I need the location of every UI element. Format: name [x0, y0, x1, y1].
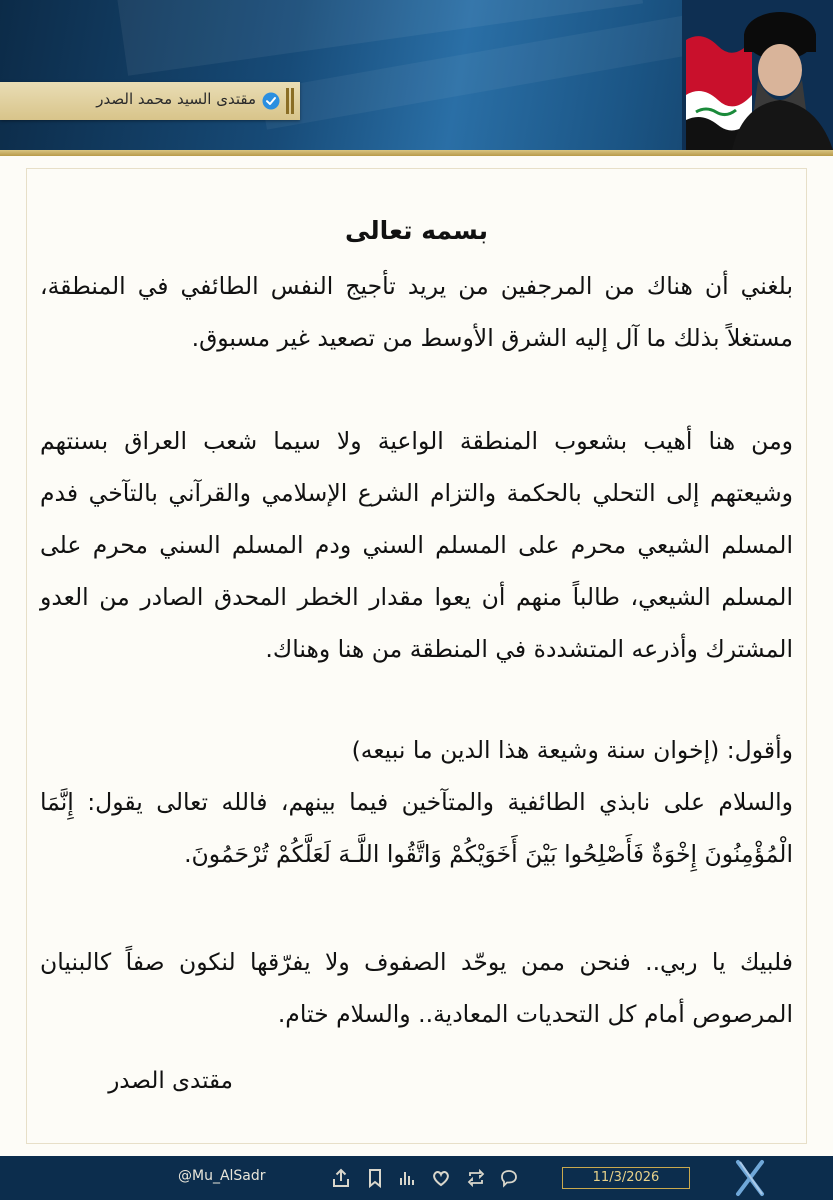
- statement-paragraph: وأقول: (إخوان سنة وشيعة هذا الدين ما نبيعه): [351, 736, 793, 764]
- like-icon[interactable]: [430, 1167, 452, 1189]
- statement-paragraph: والسلام على نابذي الطائفية والمتآخين فيما بينهم، فالله تعالى يقول: إِنَّمَا الْمُؤْمِنُونَ إِخْوَةٌ فَأَصْلِحُوا بَيْنَ أَخَوَيْكُمْ وَاتَّقُوا اللَّـهَ لَعَلَّكُمْ تُرْحَمُونَ.: [40, 788, 793, 868]
- portrait-with-flag: [682, 0, 833, 150]
- views-icon[interactable]: [396, 1167, 418, 1189]
- account-handle[interactable]: @Mu_AlSadr: [178, 1168, 266, 1184]
- post-date: 11/3/2026: [562, 1167, 690, 1189]
- share-icon[interactable]: [330, 1167, 352, 1189]
- signature: مقتدى الصدر: [108, 1068, 233, 1094]
- footer-bar: [0, 1156, 833, 1200]
- statement-paragraph: فلبيك يا ربي.. فنحن ممن يوحّد الصفوف ولا يفرّقها لنكون صفاً كالبنيان المرصوص أمام كل التحديات المعادية.. والسلام ختام.: [40, 948, 793, 1028]
- bookmark-icon[interactable]: [364, 1167, 386, 1189]
- x-logo-icon: [710, 1158, 790, 1198]
- retweet-icon[interactable]: [465, 1167, 487, 1189]
- statement-paragraph: بلغني أن هناك من المرجفين من يريد تأجيج النفس الطائفي في المنطقة، مستغلاً بذلك ما آل إليه الشرق الأوسط من تصعيد غير مسبوق.: [40, 272, 793, 352]
- account-name: مقتدى السيد محمد الصدر: [96, 90, 256, 108]
- statement-card: [0, 156, 833, 1156]
- account-name-bar[interactable]: [0, 82, 300, 120]
- verified-badge-icon: [262, 92, 280, 110]
- gold-stripes-icon: [286, 88, 298, 114]
- reply-icon[interactable]: [498, 1167, 520, 1189]
- header-banner: [0, 0, 833, 152]
- statement-title: بسمه تعالى: [344, 216, 489, 245]
- statement-paragraph: ومن هنا أهيب بشعوب المنطقة الواعية ولا سيما شعب العراق بسنتهم وشيعتهم إلى التحلي بالحكمة والتزام الشرع الإسلامي والقرآني بالتآخي فدم المسلم الشيعي محرم على المسلم السني ودم المسلم السني محرم على المسلم الشيعي، طالباً منهم أن يعوا مقدار الخطر المحدق الصادر من العدو المشترك وأذرعه المتشددة في المنطقة من هنا وهناك.: [40, 427, 793, 663]
